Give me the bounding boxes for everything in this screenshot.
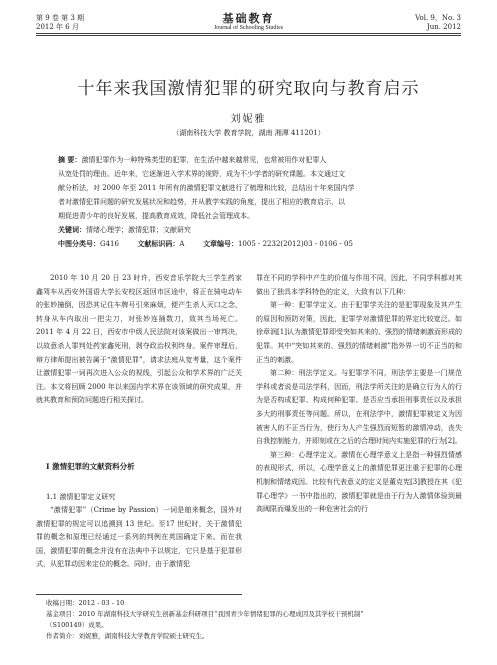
definition-paragraph: “激情犯罪”（Crime by Passion）一词是舶来概念，国外对激情犯罪的规定可以追溯到 13 世纪。至17 世纪时，关于激情犯罪的概念和原理已经通过一系列的判例在英国确定下来。而在我国，激情犯罪的概念并没有在法典中予以规定，它只是基于犯罪形式，从犯罪动因来定位的概念。同时，由于激情犯 bbox=[36, 506, 243, 569]
funding-id: （S100149）成果。 bbox=[46, 621, 108, 629]
header-rule bbox=[36, 33, 461, 34]
right-paragraph-4: 第三种：心理学定义。激情在心理学意义上是指一种强烈情感的表现形式，所以，心理学意义上的激情犯罪更注重于犯罪的心理机制和情绪成因。比较有代表意义的定义是董克宪[3]教授在其《犯罪心理学》一书中指出的，激情犯罪就是由于行为人激情体验到最高阈限而爆发出的一种危害社会的行 bbox=[256, 450, 463, 514]
left-column bbox=[36, 272, 242, 408]
right-paragraph-3: 第二种：刑法学定义。与犯罪学不同，刑法学主要是一门规范学科或者说是司法学科，因而，刑法学所关注的是确立行为人的行为是否构成犯罪、构成何种犯罪、是否应当承担刑事责任以及承担多大的刑事责任等问题。所以，在刑法学中，激情犯罪被定义为因被害人的不正当行为，使行为人产生强烈而短暂的激情冲动，丧失自我控制能力，并即刻或在之后的合理时间内实施犯罪的行为[2]。 bbox=[256, 369, 463, 446]
abstract-line: 期促进青少年的良好发展，提高教育成效，降低社会管理成本。 bbox=[58, 212, 254, 220]
abstract-line: 从宽处罚的理由。近年来，它逐渐进入学术界的视野，成为不少学者的研究课题。本文通过文 bbox=[58, 170, 345, 178]
header-volume-en: Vol. 9，No. 3 bbox=[415, 14, 461, 22]
abstract-label: 摘 要： bbox=[58, 155, 82, 164]
header-date-en: Jun. 2012 bbox=[426, 23, 461, 31]
journal-logo: 基础教育 bbox=[222, 12, 275, 25]
header-rule-double bbox=[36, 35, 461, 36]
journal-english-name: Journal of Schooling Studies bbox=[213, 25, 284, 31]
header-date: 2012 年 6 月 bbox=[36, 23, 79, 31]
right-column bbox=[256, 272, 462, 517]
intro-paragraph: 2010 年 10 月 20 日 23 时许，西安音乐学院大三学生药家鑫驾车从西安外国语大学长安校区返回市区途中，将正在骑电动车的张妙撞倒，因恐其记住车牌号引来麻烦，便产生杀人灭口之念，转身从车内取出一把尖刀，对张妙连捅数刀，致其当场死亡。2011 年 4 月 22 日，西安市中级人民法院对该案做出一审判决，以故意杀人罪判处药家鑫死刑，剥夺政治权利终身。案件审理后，辩方律师提出被告属于“激情犯罪”，请求法庭从宽考量，这个案件让激情犯罪一词再次进入公众的视线，引起公众和学术界的广泛关注。本文将回顾 2000 年以来国内学术界在该领域的研究成果，并就其教育和预防问题进行相关探讨。 bbox=[36, 274, 243, 405]
right-paragraph-1: 罪在不同的学科中产生的价值与作用不同，因此，不同学科都对其做出了独具本学科特色的定义，大致有以下几种： bbox=[256, 274, 463, 296]
author-bio: 作者简介：刘妮雅，湖南科技大学教育学院硕士研究生。 bbox=[46, 632, 209, 640]
article-title: 十年来我国激情犯罪的研究取向与教育启示 bbox=[77, 79, 420, 99]
abstract bbox=[58, 153, 442, 251]
footnote-rule bbox=[36, 594, 242, 595]
received-date: 收稿日期：2012 - 03 - 10 bbox=[46, 599, 125, 607]
keywords-line: 关键词：情绪心理学；激情犯罪；文献研究 bbox=[58, 225, 191, 234]
article-number: 1005 - 2232(2012)03 - 0106 - 05 bbox=[237, 240, 353, 248]
abstract-line: 摘 要：激情犯罪作为一种特殊类型的犯罪，在生活中越来越常见，也常被用作对犯罪人 bbox=[58, 155, 327, 164]
right-paragraph-2: 第一种：犯罪学定义。由于犯罪学关注的是犯罪现象及其产生的原因和预防对策，因此，犯罪学对激情犯罪的界定比较宽泛。如徐章润[1]认为激情犯罪即受突如其来的、强烈的情绪刺激而形成的犯罪。其中“突如其来的、强烈的情绪刺激”指外界一切不正当的和正当的刺激。 bbox=[256, 301, 463, 364]
abstract-line: 献分析法，对 2000 年至 2011 年所有的激情犯罪文献进行了梳理和比较，总结出十年来国内学 bbox=[58, 184, 355, 192]
classification-line: 中图分类号：G416 文献标识码：A 文章编号：1005 - 2232(2012)03 - 0106 - 05 bbox=[58, 239, 353, 248]
section-heading: Ⅰ 激情犯罪的文献资料分析 bbox=[46, 462, 135, 471]
author-name: 刘妮雅 bbox=[230, 114, 267, 125]
footnotes bbox=[46, 598, 466, 642]
subsection-heading: 1.1 激情犯罪定义研究 bbox=[46, 493, 116, 501]
clc-number: G416 bbox=[100, 240, 119, 248]
author-affiliation: （湖南科技大学 教育学院，湖南 湘潭 411201） bbox=[172, 129, 325, 137]
abstract-line: 者对激情犯罪问题的研究发展状况和趋势，并从教学实践的角度，提出了相应的教育启示，以 bbox=[58, 198, 345, 206]
keywords: 情绪心理学；激情犯罪；文献研究 bbox=[86, 226, 191, 234]
document-code: A bbox=[179, 240, 185, 248]
funding-info: 基金项目：2010 年湖南科技大学研究生创新基金科研项目“我国青少年情绪犯罪的心理成因及其学校干预机制” bbox=[46, 610, 364, 618]
header-volume: 第 9 卷 第 3 期 bbox=[36, 14, 85, 22]
